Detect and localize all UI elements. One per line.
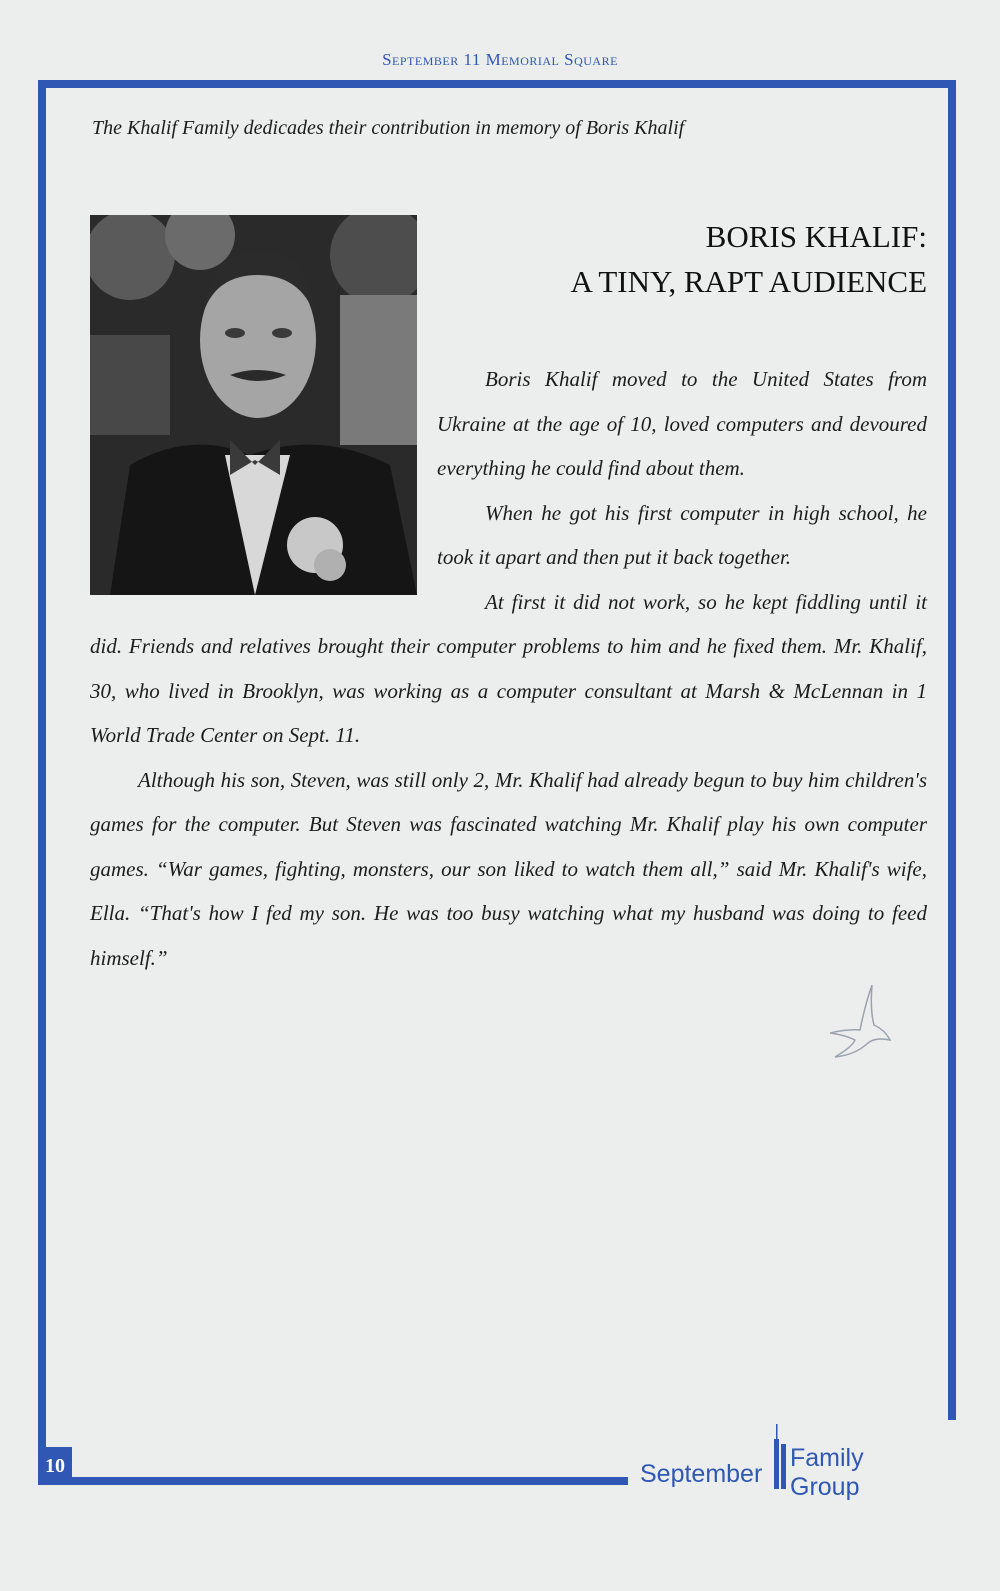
article-body <box>90 357 927 980</box>
page-number: 10 <box>38 1447 72 1485</box>
frame-border-right <box>948 80 956 1420</box>
paragraph-2: When he got his first computer in high school, he took it apart and then put it back together. <box>437 500 927 569</box>
paragraph-4: Although his son, Steven, was still only 2, Mr. Khalif had already begun to buy him children's games for the computer. But Steven was fascinated watching Mr. Khalif play his own computer games. “War games, fighting, monsters, our son liked to watch them all,” said Mr. Khalif's wife, Ella. “That's how I fed my son. He was too busy watching what my husband was doing to feed himself.” <box>90 767 927 970</box>
frame-border-top <box>38 80 956 88</box>
dove-icon <box>830 985 900 1065</box>
september-family-group-logo <box>640 1424 940 1501</box>
paragraph-3: At first it did not work, so he kept fiddling until it did. Friends and relatives brought their computer problems to him and he fixed them. Mr. Khalif, 30, who lived in Brooklyn, was working as a computer consultant at Marsh & McLennan in 1 World Trade Center on Sept. 11. <box>90 589 927 747</box>
frame-border-left <box>38 80 46 1485</box>
paragraph-1: Boris Khalif moved to the United States from Ukraine at the age of 10, loved computers and devoured everything he could find about them. <box>437 367 927 480</box>
article-title-line-1: BORIS KHALIF: <box>705 219 927 254</box>
article-title-line-2: A TINY, RAPT AUDIENCE <box>570 264 927 299</box>
twin-towers-icon <box>773 1424 787 1489</box>
logo-text-family-group: Family Group <box>790 1444 864 1501</box>
page-header: September 11 Memorial Square <box>382 50 618 69</box>
logo-text-september: September <box>640 1460 763 1488</box>
frame-border-bottom <box>38 1477 628 1485</box>
article-title <box>570 214 927 304</box>
dedication-line: The Khalif Family dedicades their contribution in memory of Boris Khalif <box>92 117 685 139</box>
